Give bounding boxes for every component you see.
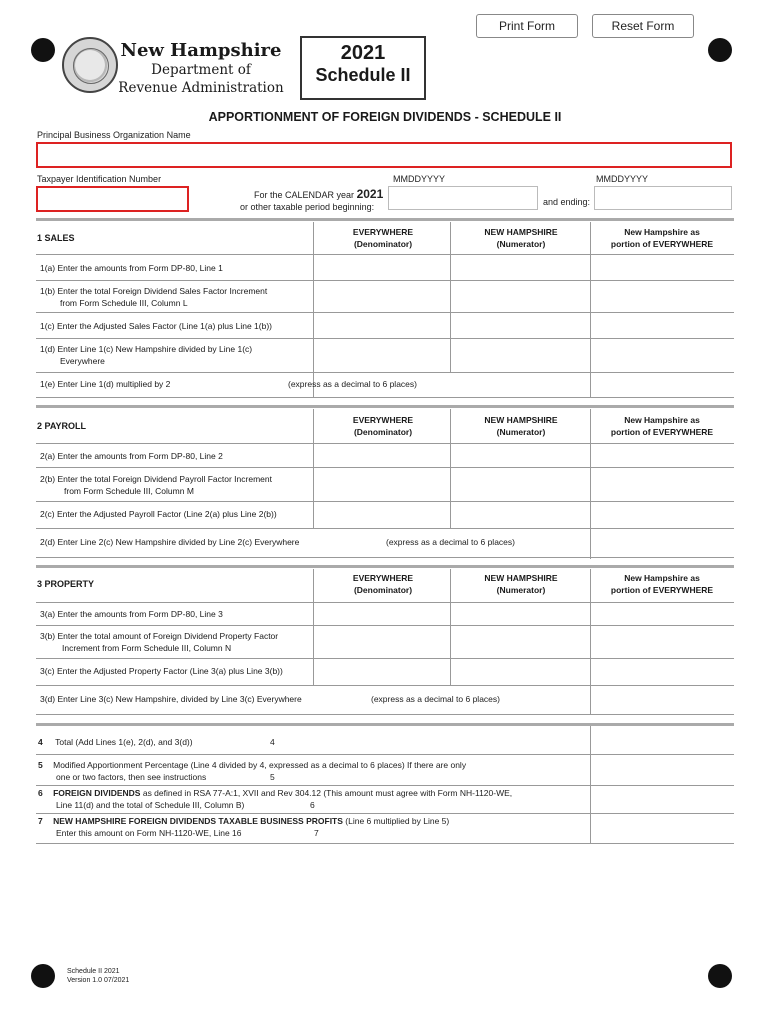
line-4-text: Total (Add Lines 1(e), 2(d), and 3(d)) <box>55 737 193 747</box>
line-3b-text-1: 3(b) Enter the total amount of Foreign Dividend Property Factor <box>40 631 279 641</box>
payroll-col-everywhere <box>316 414 450 438</box>
end-date-input[interactable] <box>594 186 732 210</box>
form-title: APPORTIONMENT OF FOREIGN DIVIDENDS - SCHEDULE II <box>208 110 562 124</box>
line-1d-text-1: 1(d) Enter Line 1(c) New Hampshire divided by Line 1(c) <box>40 344 253 354</box>
line-7-text-1: (Line 6 multiplied by Line 5) <box>342 816 450 826</box>
sales-divider-2 <box>450 222 451 372</box>
payroll-divider-2 <box>450 409 451 529</box>
sales-col-everywhere <box>316 226 450 250</box>
tin-label: Taxpayer Identification Number <box>37 174 162 184</box>
line-2b <box>40 473 272 497</box>
line-3d: 3(d) Enter Line 3(c) New Hampshire, divided by Line 3(c) Everywhere <box>40 694 302 704</box>
calendar-year-label <box>254 187 383 201</box>
line-7-text-2: Enter this amount on Form NH-1120-WE, Line 16 <box>56 828 242 838</box>
payroll-rule-1 <box>36 467 734 468</box>
payroll-col-everywhere-1: EVERYWHERE <box>352 415 414 425</box>
payroll-header-rule <box>36 443 734 444</box>
line-5-text-1: Modified Apportionment Percentage (Line 4 divided by 4, expressed as a decimal to 6 places) If there are only <box>53 760 467 770</box>
line-5-number: 5 <box>38 760 43 770</box>
property-col-portion <box>594 572 730 596</box>
property-col-everywhere-1: EVERYWHERE <box>352 573 414 583</box>
line-2b-text-2: from Form Schedule III, Column M <box>64 486 194 496</box>
payroll-bottom-rule <box>36 557 734 558</box>
payroll-express-note: (express as a decimal to 6 places) <box>386 537 515 547</box>
line-3b <box>40 630 278 654</box>
footer-line-1: Schedule II 2021 <box>67 968 120 975</box>
line-7-ref: 7 <box>314 828 319 838</box>
property-rule-2 <box>36 658 734 659</box>
year-schedule-box <box>300 36 426 100</box>
line-2a: 2(a) Enter the amounts from Form DP-80, Line 2 <box>40 451 223 461</box>
totals-top-rule <box>36 723 734 726</box>
department-line-1: Department of <box>151 62 251 78</box>
property-col-portion-2: portion of EVERYWHERE <box>610 585 714 595</box>
line-2d: 2(d) Enter Line 2(c) New Hampshire divided by Line 2(c) Everywhere <box>40 537 300 547</box>
org-name-input[interactable] <box>36 142 732 168</box>
sales-col-nh-1: NEW HAMPSHIRE <box>484 227 558 237</box>
payroll-col-portion-1: New Hampshire as <box>624 415 700 425</box>
print-form-button[interactable]: Print Form <box>476 14 578 38</box>
property-col-nh <box>454 572 588 596</box>
totals-rule-1 <box>36 754 734 755</box>
schedule-name: Schedule II <box>315 65 411 85</box>
tin-input[interactable] <box>36 186 189 212</box>
line-1c: 1(c) Enter the Adjusted Sales Factor (Line 1(a) plus Line 1(b)) <box>40 321 272 331</box>
property-rule-3 <box>36 685 734 686</box>
line-4 <box>38 736 193 748</box>
totals-rule-2 <box>36 785 734 786</box>
line-1b <box>40 285 267 309</box>
property-divider-1 <box>313 569 314 686</box>
line-3b-text-2: Increment from Form Schedule III, Column N <box>62 643 232 653</box>
line-2b-text-1: 2(b) Enter the total Foreign Dividend Payroll Factor Increment <box>40 474 272 484</box>
property-top-rule <box>36 565 734 568</box>
state-name: New Hampshire <box>120 40 282 61</box>
payroll-col-portion-2: portion of EVERYWHERE <box>610 427 714 437</box>
line-4-ref: 4 <box>270 737 275 747</box>
payroll-divider-3 <box>590 409 591 559</box>
reset-form-button[interactable]: Reset Form <box>592 14 694 38</box>
sales-rule-1 <box>36 280 734 281</box>
line-6-bold: FOREIGN DIVIDENDS <box>53 788 141 798</box>
payroll-top-rule <box>36 405 734 408</box>
line-7-bold: NEW HAMPSHIRE FOREIGN DIVIDENDS TAXABLE BUSINESS PROFITS <box>53 816 343 826</box>
payroll-divider-1 <box>313 409 314 529</box>
property-express-note: (express as a decimal to 6 places) <box>371 694 500 704</box>
totals-bottom-rule <box>36 843 734 844</box>
sales-col-nh-2: (Numerator) <box>496 239 546 249</box>
property-col-nh-2: (Numerator) <box>496 585 546 595</box>
property-divider-2 <box>450 569 451 686</box>
line-5-ref: 5 <box>270 772 275 782</box>
line-7 <box>38 815 583 839</box>
department-line-2: Revenue Administration <box>118 80 284 96</box>
payroll-col-nh-2: (Numerator) <box>496 427 546 437</box>
and-ending-label: and ending: <box>543 197 591 207</box>
line-5-text-2: one or two factors, then see instructions <box>56 772 207 782</box>
line-6-number: 6 <box>38 788 43 798</box>
totals-rule-3 <box>36 813 734 814</box>
line-6-text-2: Line 11(d) and the total of Schedule III, Column B) <box>56 800 245 810</box>
line-1d <box>40 343 252 367</box>
property-col-everywhere-2: (Denominator) <box>353 585 413 595</box>
registration-mark-bottom-left <box>31 964 55 988</box>
property-title: 3 PROPERTY <box>37 579 95 589</box>
begin-date-format: MMDDYYYY <box>393 174 446 184</box>
line-2c: 2(c) Enter the Adjusted Payroll Factor (Line 2(a) plus Line 2(b)) <box>40 509 277 519</box>
property-col-portion-1: New Hampshire as <box>624 573 700 583</box>
sales-col-portion-2: portion of EVERYWHERE <box>610 239 714 249</box>
sales-rule-3 <box>36 338 734 339</box>
period-beginning-label: or other taxable period beginning: <box>240 202 375 212</box>
line-5 <box>38 759 578 783</box>
line-7-number: 7 <box>38 816 43 826</box>
sales-header-rule <box>36 254 734 255</box>
property-divider-3 <box>590 569 591 715</box>
sales-rule-2 <box>36 312 734 313</box>
sales-rule-4 <box>36 372 734 373</box>
payroll-rule-3 <box>36 528 734 529</box>
line-1a: 1(a) Enter the amounts from Form DP-80, Line 1 <box>40 263 223 273</box>
sales-col-everywhere-1: EVERYWHERE <box>352 227 414 237</box>
line-1b-text-1: 1(b) Enter the total Foreign Dividend Sales Factor Increment <box>40 286 268 296</box>
registration-mark-top-left <box>31 38 55 62</box>
state-seal-logo <box>62 37 118 93</box>
payroll-rule-2 <box>36 501 734 502</box>
property-header-rule <box>36 602 734 603</box>
line-1d-text-2: Everywhere <box>60 356 105 366</box>
begin-date-input[interactable] <box>388 186 538 210</box>
sales-col-portion <box>594 226 730 250</box>
payroll-col-nh <box>454 414 588 438</box>
line-3c: 3(c) Enter the Adjusted Property Factor (Line 3(a) plus Line 3(b)) <box>40 666 283 676</box>
sales-col-everywhere-2: (Denominator) <box>353 239 413 249</box>
end-date-format: MMDDYYYY <box>596 174 649 184</box>
line-6-text-1: as defined in RSA 77-A:1, XVII and Rev 304.12 (This amount must agree with Form NH-1120-WE, <box>140 788 513 798</box>
line-1b-text-2: from Form Schedule III, Column L <box>60 298 188 308</box>
org-name-label: Principal Business Organization Name <box>37 130 191 140</box>
payroll-col-nh-1: NEW HAMPSHIRE <box>484 415 558 425</box>
calendar-label: For the CALENDAR year <box>254 190 355 200</box>
sales-col-portion-1: New Hampshire as <box>624 227 700 237</box>
registration-mark-top-right <box>708 38 732 62</box>
property-col-nh-1: NEW HAMPSHIRE <box>484 573 558 583</box>
line-3a: 3(a) Enter the amounts from Form DP-80, Line 3 <box>40 609 223 619</box>
line-4-number: 4 <box>38 737 43 747</box>
property-col-everywhere <box>316 572 450 596</box>
sales-express-note: (express as a decimal to 6 places) <box>288 379 417 389</box>
sales-col-nh <box>454 226 588 250</box>
registration-mark-bottom-right <box>708 964 732 988</box>
line-6-ref: 6 <box>310 800 315 810</box>
payroll-col-portion <box>594 414 730 438</box>
payroll-col-everywhere-2: (Denominator) <box>353 427 413 437</box>
payroll-title: 2 PAYROLL <box>37 421 87 431</box>
calendar-year: 2021 <box>356 187 384 201</box>
form-year: 2021 <box>340 42 386 64</box>
property-bottom-rule <box>36 714 734 715</box>
sales-top-rule <box>36 218 734 221</box>
line-1e: 1(e) Enter Line 1(d) multiplied by 2 <box>40 379 171 389</box>
property-rule-1 <box>36 625 734 626</box>
sales-bottom-rule <box>36 397 734 398</box>
sales-title: 1 SALES <box>37 233 75 243</box>
footer-version <box>67 967 129 985</box>
footer-line-2: Version 1.0 07/2021 <box>67 977 130 984</box>
